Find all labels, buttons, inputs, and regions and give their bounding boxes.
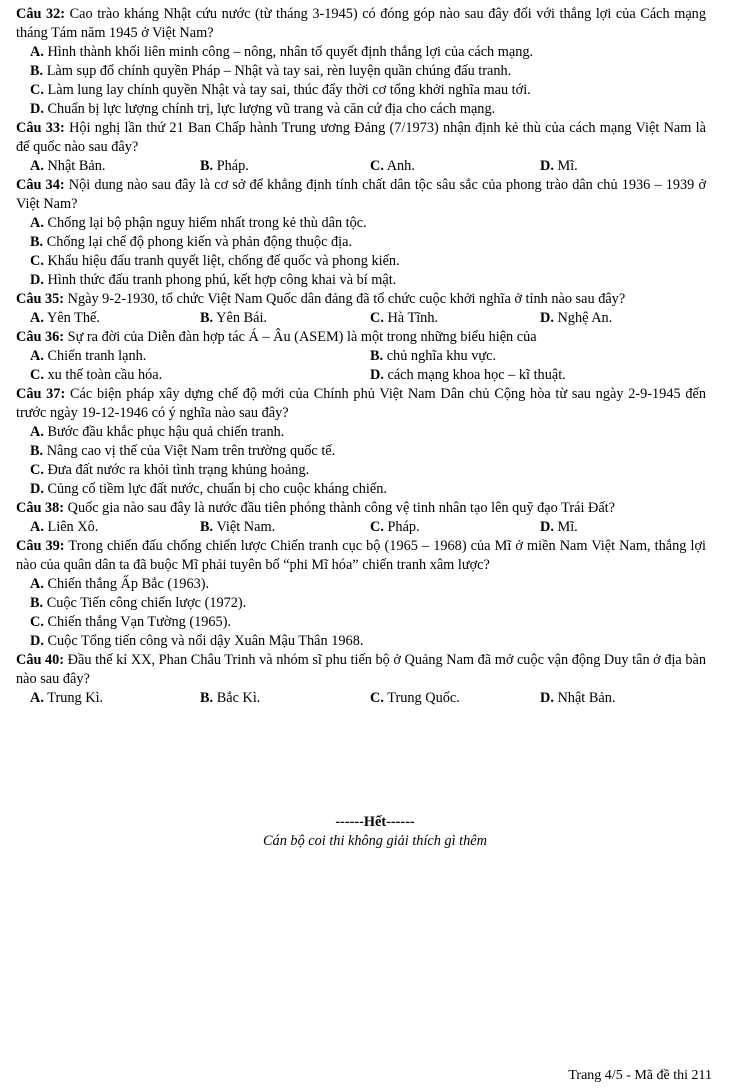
question-text: Cao trào kháng Nhật cứu nước (từ tháng 3-1945) có đóng góp nào sau đây đối với thắng lợi của Cách mạng tháng Tám năm 1945 ở Việt Nam?	[16, 6, 706, 41]
answer-option	[30, 614, 231, 630]
question-block	[16, 176, 706, 290]
option-label: C.	[30, 253, 44, 269]
option-label: D.	[30, 633, 44, 649]
options-line	[16, 613, 706, 632]
option-text: Nhật Bản.	[47, 158, 106, 174]
question-stem	[16, 328, 706, 347]
option-text: Hình thức đấu tranh phong phú, kết hợp công khai và bí mật.	[47, 272, 397, 288]
answer-option	[30, 366, 370, 385]
option-label: A.	[30, 215, 44, 231]
option-text: Hình thành khối liên minh công – nông, nhân tố quyết định thắng lợi của cách mạng.	[47, 44, 534, 60]
options-row	[16, 347, 706, 366]
option-text: Khẩu hiệu đấu tranh quyết liệt, chống đế quốc và phong kiến.	[47, 253, 400, 269]
options-line	[16, 81, 706, 100]
options-line	[16, 480, 706, 499]
option-text: Chiến tranh lạnh.	[47, 348, 147, 364]
answer-option	[30, 63, 511, 79]
option-label: D.	[30, 272, 44, 288]
answer-option	[370, 347, 710, 366]
option-label: D.	[540, 519, 554, 535]
question-text: Hội nghị lần thứ 21 Ban Chấp hành Trung ương Đảng (7/1973) nhận định kẻ thù của cách mạng Việt Nam là đế quốc nào sau đây?	[16, 120, 706, 155]
question-block	[16, 385, 706, 499]
options-line	[16, 423, 706, 442]
option-label: A.	[30, 158, 44, 174]
option-text: Hà Tĩnh.	[387, 310, 439, 326]
exam-document	[16, 5, 706, 708]
option-text: Mĩ.	[557, 519, 578, 535]
option-label: B.	[200, 690, 214, 706]
option-label: B.	[30, 595, 44, 611]
options-line	[16, 214, 706, 233]
answer-option	[30, 347, 370, 366]
option-text: Cuộc Tiến công chiến lược (1972).	[46, 595, 247, 611]
option-text: Nghệ An.	[557, 310, 613, 326]
answer-option	[30, 82, 531, 98]
question-stem	[16, 651, 706, 689]
option-label: A.	[30, 44, 44, 60]
answer-option	[370, 518, 540, 537]
option-label: A.	[30, 519, 44, 535]
answer-option	[370, 366, 710, 385]
option-label: C.	[370, 158, 384, 174]
option-label: C.	[30, 367, 44, 383]
option-text: Nâng cao vị thế của Việt Nam trên trường quốc tế.	[46, 443, 336, 459]
answer-option	[200, 518, 370, 537]
question-stem	[16, 176, 706, 214]
option-label: D.	[540, 158, 554, 174]
option-label: D.	[540, 310, 554, 326]
answer-option	[200, 157, 370, 176]
answer-option	[30, 689, 200, 708]
options-line	[16, 100, 706, 119]
option-label: D.	[370, 367, 384, 383]
end-title: ------Hết------	[335, 814, 415, 830]
question-block	[16, 5, 706, 119]
question-text: Sự ra đời của Diễn đàn hợp tác Á – Âu (ASEM) là một trong những biểu hiện của	[67, 329, 537, 345]
page-footer: Trang 4/5 - Mã đề thi 211	[568, 1068, 712, 1083]
answer-option	[30, 157, 200, 176]
question-block	[16, 499, 706, 537]
option-text: Chiến thắng Vạn Tường (1965).	[47, 614, 232, 630]
answer-option	[540, 689, 710, 708]
option-label: B.	[200, 519, 214, 535]
option-label: B.	[200, 158, 214, 174]
option-label: C.	[30, 614, 44, 630]
option-label: B.	[200, 310, 214, 326]
answer-option	[540, 157, 710, 176]
question-stem	[16, 499, 706, 518]
question-number: Câu 33:	[16, 120, 65, 136]
question-number: Câu 38:	[16, 500, 65, 516]
question-block	[16, 290, 706, 328]
option-label: D.	[30, 101, 44, 117]
question-block	[16, 119, 706, 176]
question-block	[16, 328, 706, 385]
option-text: Làm sụp đổ chính quyền Pháp – Nhật và tay sai, rèn luyện quần chúng đấu tranh.	[46, 63, 512, 79]
question-stem	[16, 385, 706, 423]
answer-option	[540, 309, 710, 328]
question-text: Ngày 9-2-1930, tổ chức Việt Nam Quốc dân đảng đã tổ chức cuộc khởi nghĩa ở tỉnh nào sau đây?	[67, 291, 626, 307]
option-label: D.	[30, 481, 44, 497]
option-text: Bắc Kì.	[216, 690, 261, 706]
answer-option	[200, 689, 370, 708]
option-label: B.	[30, 234, 44, 250]
option-text: Làm lung lay chính quyền Nhật và tay sai, thúc đẩy thời cơ tổng khởi nghĩa mau tới.	[47, 82, 531, 98]
question-text: Trong chiến đấu chống chiến lược Chiến tranh cục bộ (1965 – 1968) của Mĩ ở miền Nam Việt Nam, thắng lợi nào của quân dân ta đã buộc Mĩ phải tuyên bố “phi Mĩ hóa” chiến tranh xâm lược?	[16, 538, 706, 573]
options-row	[16, 366, 706, 385]
answer-option	[30, 633, 363, 649]
option-text: Pháp.	[216, 158, 249, 174]
option-text: xu thế toàn cầu hóa.	[47, 367, 163, 383]
option-text: Pháp.	[387, 519, 420, 535]
options-row	[16, 157, 706, 176]
option-label: A.	[30, 690, 44, 706]
option-text: Nhật Bản.	[557, 690, 616, 706]
option-label: B.	[370, 348, 384, 364]
option-text: Bước đầu khắc phục hậu quả chiến tranh.	[47, 424, 285, 440]
answer-option	[370, 309, 540, 328]
options-row	[16, 689, 706, 708]
option-label: C.	[30, 82, 44, 98]
question-text: Quốc gia nào sau đây là nước đầu tiên phóng thành công vệ tinh nhân tạo lên quỹ đạo Trái Đất?	[67, 500, 615, 516]
question-text: Các biện pháp xây dựng chế độ mới của Chính phủ Việt Nam Dân chủ Cộng hòa từ sau ngày 2-9-1945 đến trước ngày 19-12-1946 có ý nghĩa nào sau đây?	[16, 386, 707, 421]
answer-option	[30, 518, 200, 537]
option-label: C.	[370, 519, 384, 535]
question-number: Câu 40:	[16, 652, 65, 668]
option-text: Chiến thắng Ấp Bắc (1963).	[47, 576, 210, 592]
option-text: Trung Quốc.	[387, 690, 460, 706]
options-line	[16, 594, 706, 613]
answer-option	[30, 443, 335, 459]
answer-option	[30, 234, 352, 250]
option-label: C.	[370, 310, 384, 326]
option-label: C.	[30, 462, 44, 478]
answer-option	[30, 44, 533, 60]
answer-option	[30, 424, 284, 440]
option-text: Củng cố tiềm lực đất nước, chuẩn bị cho cuộc kháng chiến.	[47, 481, 387, 497]
options-line	[16, 43, 706, 62]
options-line	[16, 233, 706, 252]
option-label: A.	[30, 310, 44, 326]
option-text: chủ nghĩa khu vực.	[386, 348, 497, 364]
option-label: C.	[370, 690, 384, 706]
options-row	[16, 518, 706, 537]
options-line	[16, 461, 706, 480]
option-text: Yên Thế.	[46, 310, 100, 326]
answer-option	[30, 101, 495, 117]
option-label: D.	[540, 690, 554, 706]
answer-option	[30, 309, 200, 328]
options-line	[16, 62, 706, 81]
answer-option	[30, 215, 367, 231]
option-label: A.	[30, 576, 44, 592]
question-number: Câu 32:	[16, 6, 66, 22]
option-text: Chống lại chế độ phong kiến và phản động thuộc địa.	[46, 234, 353, 250]
option-text: Đưa đất nước ra khỏi tình trạng khủng hoảng.	[47, 462, 310, 478]
option-label: B.	[30, 443, 44, 459]
options-line	[16, 252, 706, 271]
options-line	[16, 575, 706, 594]
answer-option	[30, 272, 396, 288]
question-text: Nội dung nào sau đây là cơ sở để khẳng định tính chất dân tộc sâu sắc của phong trào dân chủ 1936 – 1939 ở Việt Nam?	[16, 177, 707, 212]
option-text: Trung Kì.	[47, 690, 104, 706]
option-label: A.	[30, 424, 44, 440]
question-block	[16, 537, 706, 651]
options-line	[16, 632, 706, 651]
option-text: Liên Xô.	[47, 519, 99, 535]
option-label: B.	[30, 63, 44, 79]
options-line	[16, 271, 706, 290]
answer-option	[30, 481, 387, 497]
option-text: Chuẩn bị lực lượng chính trị, lực lượng vũ trang và căn cứ địa cho cách mạng.	[47, 101, 496, 117]
answer-option	[540, 518, 710, 537]
question-number: Câu 37:	[16, 386, 66, 402]
option-text: cách mạng khoa học – kĩ thuật.	[387, 367, 566, 383]
answer-option	[370, 157, 540, 176]
question-number: Câu 36:	[16, 329, 65, 345]
answer-option	[30, 595, 246, 611]
answer-option	[200, 309, 370, 328]
question-stem	[16, 5, 706, 43]
options-row	[16, 309, 706, 328]
option-text: Anh.	[386, 158, 415, 174]
option-text: Yên Bái.	[216, 310, 267, 326]
question-number: Câu 35:	[16, 291, 65, 307]
option-text: Cuộc Tổng tiến công và nổi dậy Xuân Mậu Thân 1968.	[47, 633, 364, 649]
question-number: Câu 34:	[16, 177, 65, 193]
answer-option	[30, 253, 400, 269]
answer-option	[30, 576, 209, 592]
option-text: Mĩ.	[557, 158, 578, 174]
question-stem	[16, 290, 706, 309]
question-stem	[16, 537, 706, 575]
answer-option	[370, 689, 540, 708]
question-text: Đầu thế kỉ XX, Phan Châu Trinh và nhóm sĩ phu tiến bộ ở Quảng Nam đã mở cuộc vận động Duy tân ở địa bàn nào sau đây?	[16, 652, 707, 687]
option-text: Chống lại bộ phận nguy hiểm nhất trong kẻ thù dân tộc.	[47, 215, 367, 231]
options-line	[16, 442, 706, 461]
question-block	[16, 651, 706, 708]
question-stem	[16, 119, 706, 157]
end-block	[0, 813, 750, 851]
end-note: Cán bộ coi thi không giải thích gì thêm	[263, 833, 487, 849]
option-label: A.	[30, 348, 44, 364]
question-number: Câu 39:	[16, 538, 65, 554]
answer-option	[30, 462, 309, 478]
option-text: Việt Nam.	[216, 519, 276, 535]
